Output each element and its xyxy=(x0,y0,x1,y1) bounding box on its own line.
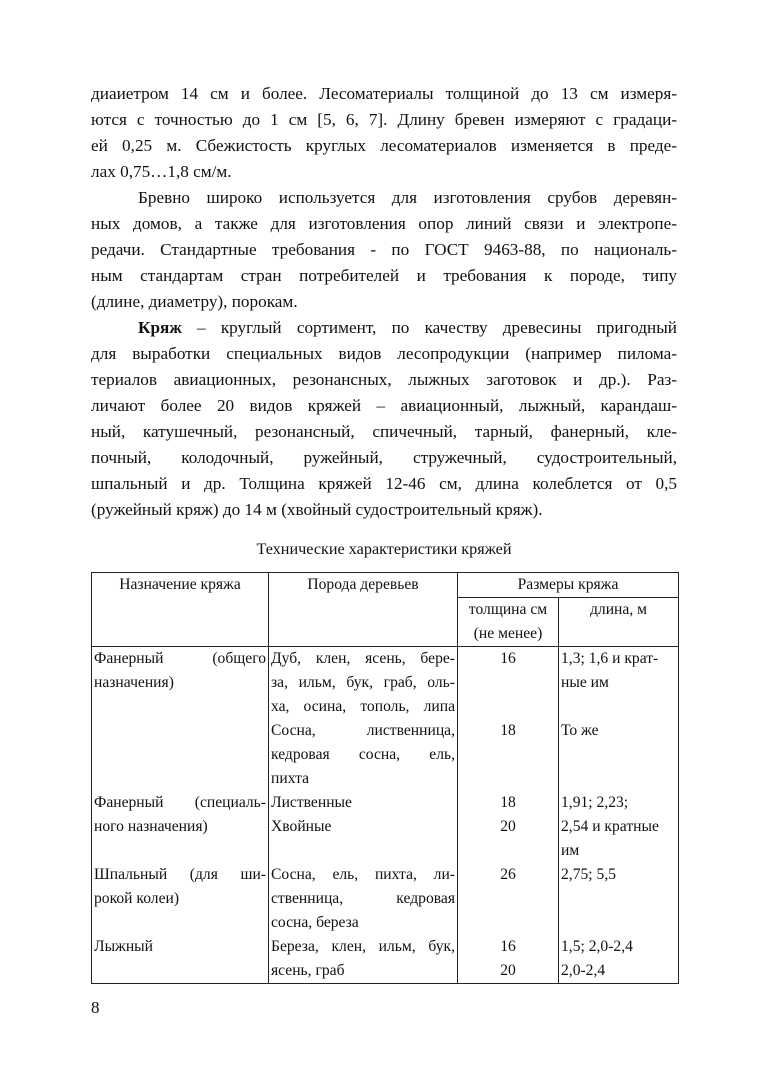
text-line: личают более 20 видов кряжей – авиационный, лыжный, карандаш- xyxy=(91,396,677,415)
text-line: ный, катушечный, резонансный, спичечный, тарный, фанерный, кле- xyxy=(91,422,677,441)
cell-line: сосна, береза xyxy=(271,914,359,931)
cell-line: пихта xyxy=(271,770,310,787)
cell-thickness xyxy=(458,935,559,984)
cell-thickness xyxy=(458,647,559,720)
cell-purpose xyxy=(92,791,269,863)
cell-purpose xyxy=(92,719,269,791)
text-line: ей 0,25 м. Сбежистость круглых лесоматериалов изменяется в преде- xyxy=(91,136,677,155)
cell-line: кедровая сосна, ель, xyxy=(271,746,455,763)
header-row xyxy=(92,573,679,598)
cell-line: за, ильм, бук, граб, оль- xyxy=(271,674,455,691)
text-line: ются с точностью до 1 см [5, 6, 7]. Длину бревен измеряют с градаци- xyxy=(91,110,677,129)
paragraph-2 xyxy=(91,185,677,315)
table-row xyxy=(92,791,679,863)
cell-line: 20 xyxy=(500,818,516,835)
text-line xyxy=(91,315,677,341)
header-species: Порода деревьев xyxy=(269,573,458,647)
cell-line: Береза, клен, ильм, бук, xyxy=(271,938,455,955)
header-purpose: Назначение кряжа xyxy=(92,573,269,647)
cell-line: ные им xyxy=(561,674,609,691)
cell-purpose xyxy=(92,647,269,720)
cell-thickness xyxy=(458,791,559,863)
text-span: – круглый сортимент, по качеству древесины пригодный xyxy=(181,318,677,337)
cell-species xyxy=(269,719,458,791)
cell-line: Хвойные xyxy=(271,818,332,835)
cell-line: 1,91; 2,23; xyxy=(561,794,629,811)
cell-line: 18 xyxy=(500,722,516,739)
cell-line: Сосна, ель, пихта, ли- xyxy=(271,866,455,883)
cell-line: Фанерный (общего xyxy=(94,650,266,667)
cell-line: назначения) xyxy=(94,674,174,691)
cell-line: рокой колеи) xyxy=(94,890,180,907)
cell-length xyxy=(559,791,679,863)
text-line: для выработки специальных видов лесопродукции (например пилома- xyxy=(91,344,677,363)
header-thickness-line: (не менее) xyxy=(473,625,543,642)
cell-length xyxy=(559,935,679,984)
cell-line: 20 xyxy=(500,962,516,979)
cell-line: 18 xyxy=(500,794,516,811)
cell-line: ного назначения) xyxy=(94,818,208,835)
page-number: 8 xyxy=(91,998,100,1017)
paragraph-3 xyxy=(91,315,677,523)
cell-line: 16 xyxy=(500,938,516,955)
cell-line: 26 xyxy=(500,866,516,883)
text-line: лах 0,75…1,8 см/м. xyxy=(91,162,232,181)
paragraph-1 xyxy=(91,81,677,185)
table-row xyxy=(92,719,679,791)
header-length: длина, м xyxy=(559,598,679,647)
cell-line: Сосна, лиственница, xyxy=(271,722,455,739)
text-line: териалов авиационных, резонансных, лыжных заготовок и др.). Раз- xyxy=(91,370,677,389)
text-line: диаиетром 14 см и более. Лесоматериалы толщиной до 13 см измеря- xyxy=(91,84,677,103)
cell-purpose xyxy=(92,863,269,935)
table-caption: Технические характеристики кряжей xyxy=(256,540,512,558)
cell-length xyxy=(559,863,679,935)
cell-line: Лиственные xyxy=(271,794,352,811)
cell-line: То же xyxy=(561,722,599,739)
cell-species xyxy=(269,791,458,863)
cell-line: 2,0-2,4 xyxy=(561,962,606,979)
text-line: ных домов, а также для изготовления опор линий связи и электропе- xyxy=(91,214,677,233)
cell-line: Фанерный (специаль- xyxy=(94,794,266,811)
cell-purpose xyxy=(92,935,269,984)
cell-line: ха, осина, тополь, липа xyxy=(271,698,455,715)
cell-length xyxy=(559,719,679,791)
cell-species xyxy=(269,647,458,720)
text-line: (ружейный кряж) до 14 м (хвойный судостроительный кряж). xyxy=(91,500,543,519)
header-thickness-line: толщина см xyxy=(468,601,548,618)
table-row xyxy=(92,863,679,935)
term-kryazh: Кряж xyxy=(138,318,182,337)
table-row xyxy=(92,647,679,720)
text-line: почный, колодочный, ружейный, стружечный, судостроительный, xyxy=(91,448,677,467)
text-line: Бревно широко используется для изготовления срубов деревян- xyxy=(138,188,677,207)
text-line: шпальный и др. Толщина кряжей 12-46 см, длина колеблется от 0,5 xyxy=(91,474,677,493)
header-sizes: Размеры кряжа xyxy=(458,573,679,598)
cell-line: ственница, кедровая xyxy=(271,890,455,907)
text-line: (длине, диаметру), порокам. xyxy=(91,292,298,311)
cell-length xyxy=(559,647,679,720)
cell-species xyxy=(269,935,458,984)
cell-line: 2,75; 5,5 xyxy=(561,866,617,883)
header-thickness xyxy=(458,598,559,647)
cell-thickness xyxy=(458,863,559,935)
cell-line: 1,5; 2,0-2,4 xyxy=(561,938,633,955)
cell-line: 16 xyxy=(500,650,516,667)
text-line: редачи. Стандартные требования - по ГОСТ 9463-88, по националь- xyxy=(91,240,677,259)
cell-line: Дуб, клен, ясень, бере- xyxy=(271,650,455,667)
cell-line: им xyxy=(561,842,580,859)
cell-species xyxy=(269,863,458,935)
cell-line: 1,3; 1,6 и крат- xyxy=(561,650,659,667)
cell-thickness xyxy=(458,719,559,791)
cell-line: Лыжный xyxy=(94,938,153,955)
specs-table xyxy=(91,572,679,984)
cell-line: Шпальный (для ши- xyxy=(94,866,266,883)
table-row xyxy=(92,935,679,984)
text-line: ным стандартам стран потребителей и требования к породе, типу xyxy=(91,266,677,285)
cell-line: ясень, граб xyxy=(271,962,345,979)
cell-line: 2,54 и кратные xyxy=(561,818,659,835)
